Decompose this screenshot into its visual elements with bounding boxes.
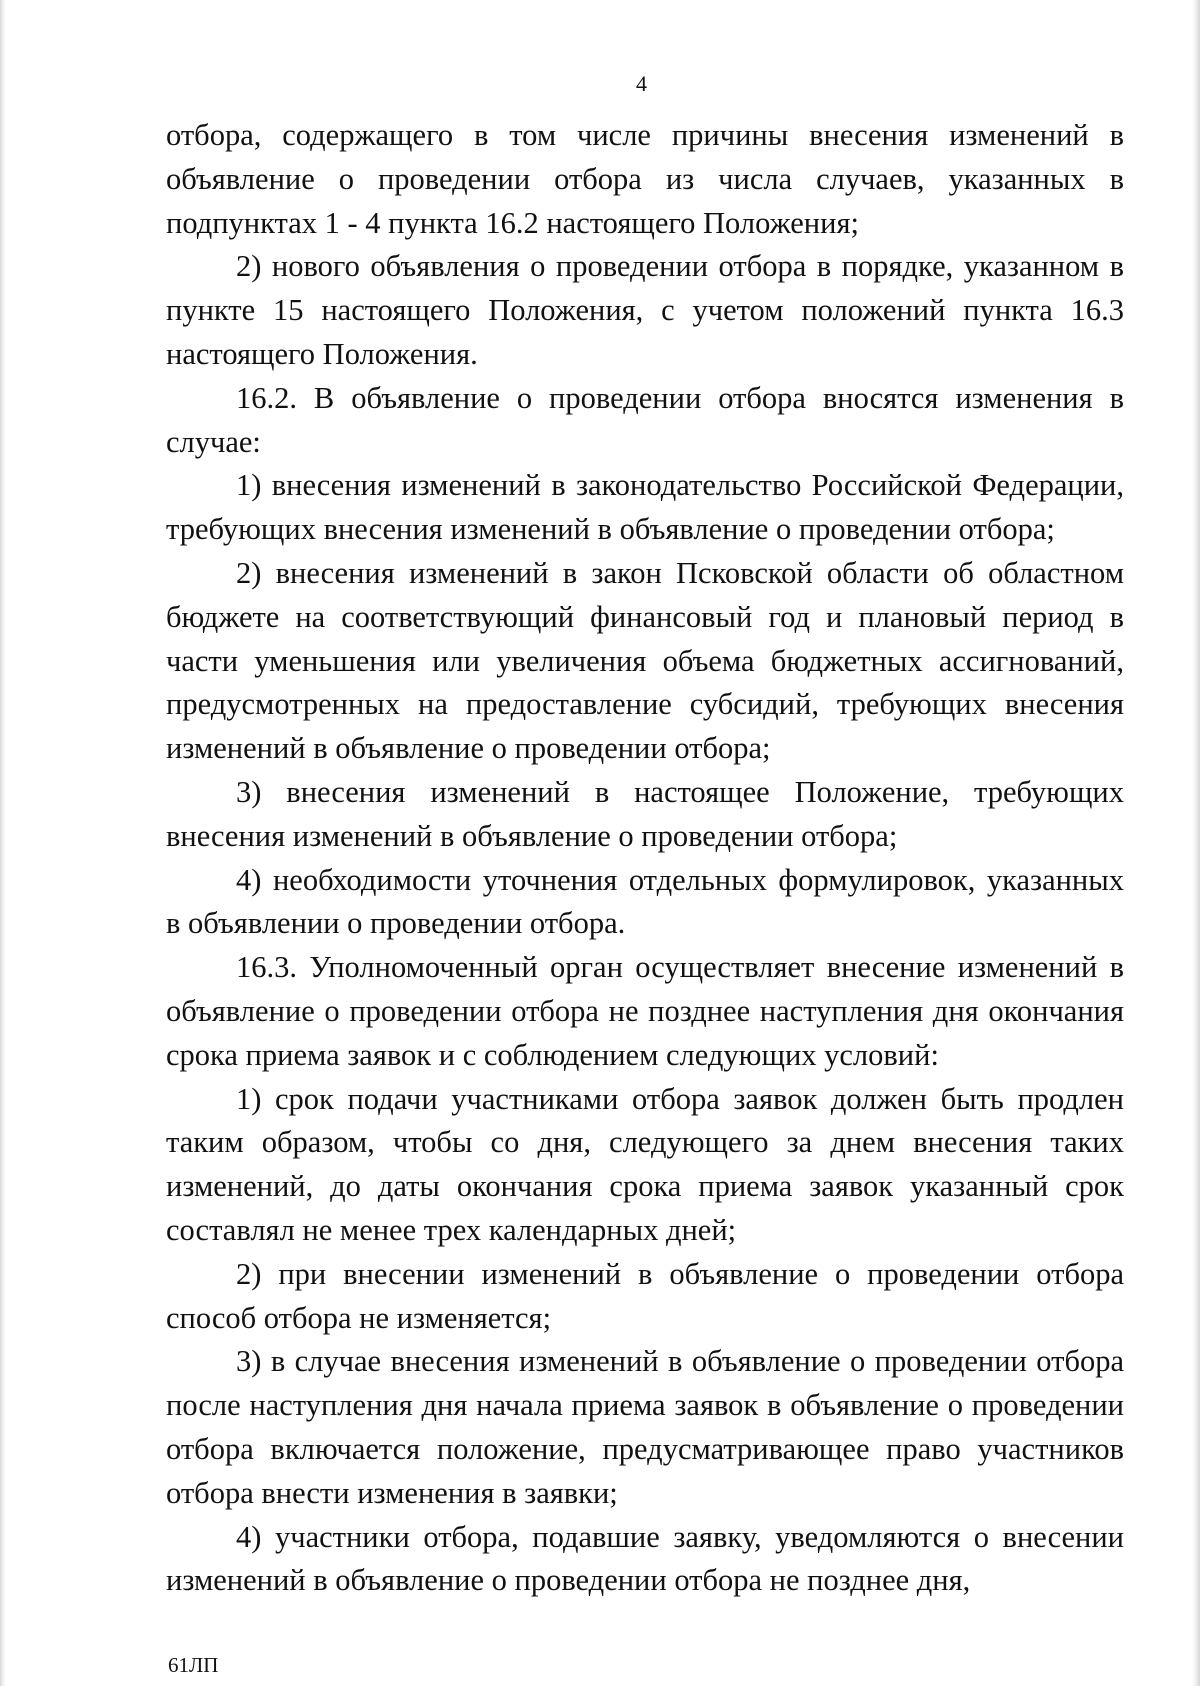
page-number: 4 bbox=[636, 71, 647, 96]
paragraph-clause-16-2: 16.2. В объявление о проведении отбора вносятся изменения в случае: bbox=[166, 380, 1124, 459]
paragraph-16-2-item-3: 3) внесения изменений в настоящее Положение, требующих внесения изменений в объявление о проведении отбора; bbox=[166, 774, 1124, 853]
paragraph-16-2-item-4: 4) необходимости уточнения отдельных формулировок, указанных в объявлении о проведении отбора. bbox=[166, 862, 1124, 941]
paragraph-16-3-item-3: 3) в случае внесения изменений в объявление о проведении отбора после наступления дня начала приема заявок в объявление о проведении отбора включается положение, предусматривающее право участников отбора внести изменения в заявки; bbox=[166, 1344, 1124, 1510]
paragraph-16-2-item-2: 2) внесения изменений в закон Псковской области об областном бюджете на соответствующий финансовый год и плановый период в части уменьшения или увеличения объема бюджетных ассигнований, предусмотренных на предоставление субсидий, требующих внесения изменений в объявление о проведении отбора; bbox=[166, 555, 1124, 766]
paragraph-item-2-new-announcement: 2) нового объявления о проведении отбора в порядке, указанном в пункте 15 настоящего Положения, с учетом положений пункта 16.3 настоящего Положения. bbox=[166, 249, 1124, 371]
document-body bbox=[166, 114, 1124, 1603]
paragraph-16-2-item-1: 1) внесения изменений в законодательство Российской Федерации, требующих внесения изменений в объявление о проведении отбора; bbox=[166, 468, 1124, 547]
document-code: 61ЛП bbox=[168, 1653, 219, 1677]
scan-edge-right bbox=[1192, 0, 1200, 1686]
paragraph-16-3-item-4: 4) участники отбора, подавшие заявку, уведомляются о внесении изменений в объявление о проведении отбора не позднее дня, bbox=[166, 1519, 1124, 1598]
paragraph-16-3-item-1: 1) срок подачи участниками отбора заявок должен быть продлен таким образом, чтобы со дня, следующего за днем внесения таких изменений, до даты окончания срока приема заявок указанный срок составлял не менее трех календарных дней; bbox=[166, 1081, 1124, 1247]
paragraph-16-3-item-2: 2) при внесении изменений в объявление о проведении отбора способ отбора не изменяется; bbox=[166, 1256, 1124, 1335]
scan-edge-left bbox=[0, 0, 6, 1686]
paragraph-continuation: отбора, содержащего в том числе причины внесения изменений в объявление о проведении отбора из числа случаев, указанных в подпунктах 1 - 4 пункта 16.2 настоящего Положения; bbox=[166, 118, 1124, 240]
paragraph-clause-16-3: 16.3. Уполномоченный орган осуществляет внесение изменений в объявление о проведении отбора не позднее наступления дня окончания срока приема заявок и с соблюдением следующих условий: bbox=[166, 950, 1124, 1072]
